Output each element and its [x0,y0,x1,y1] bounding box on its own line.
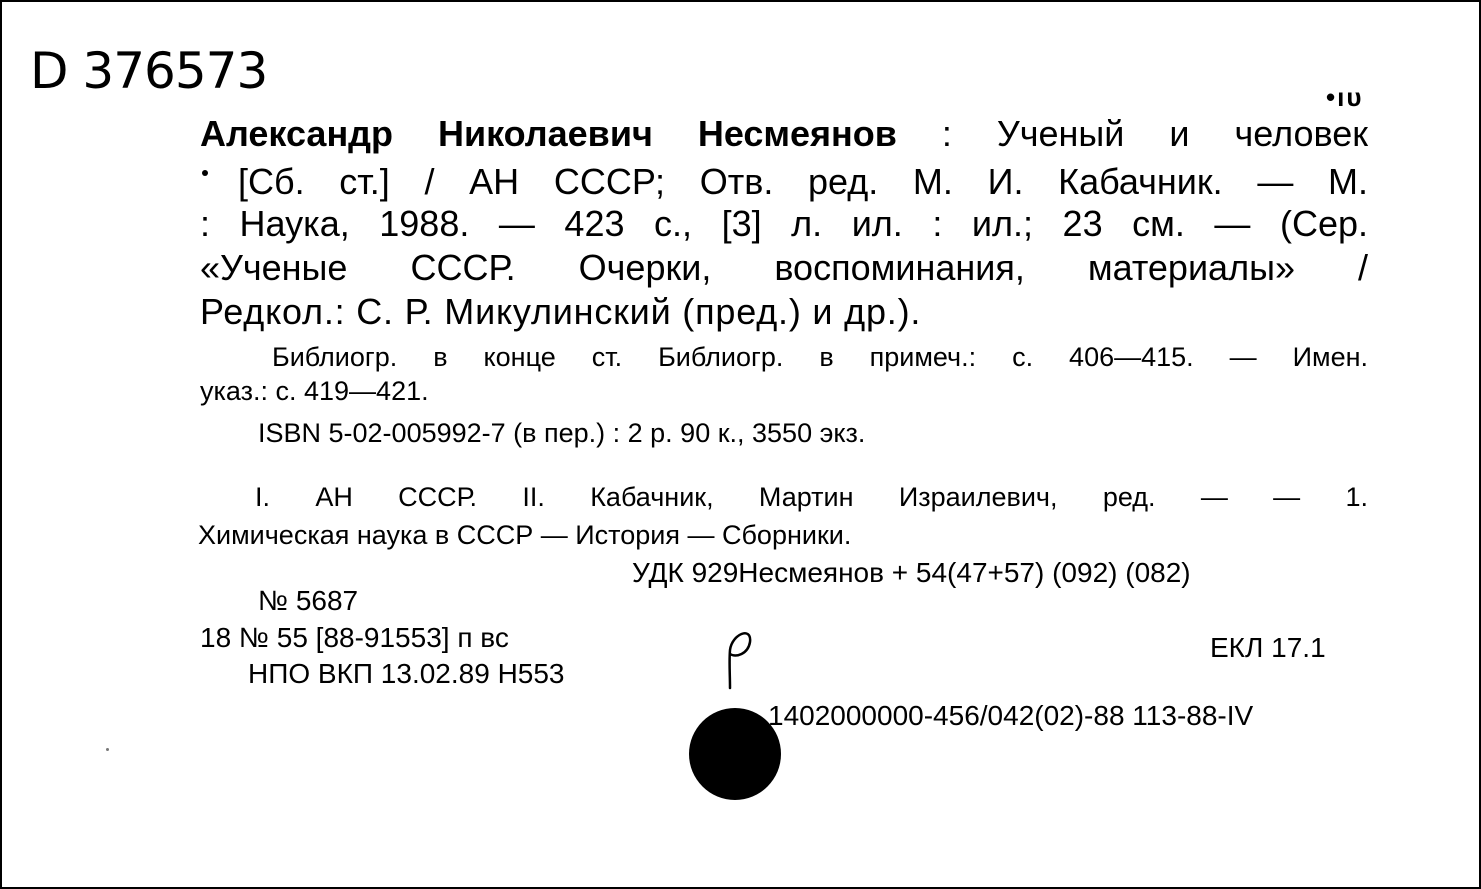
inventory-number: № 5687 [258,585,359,616]
description-line-4: «Ученые СССР. Очерки, воспоминания, материалы» / [200,247,1368,288]
author-name: Александр Николаевич Несмеянов [200,113,897,154]
udk-classification: УДК 929Несмеянов + 54(47+57) (092) (082) [632,557,1191,588]
print-info-line-2: НПО ВКП 13.02.89 Н553 [248,658,565,689]
scan-speck [106,748,109,751]
punched-hole [689,708,781,800]
handwritten-mark [716,624,766,694]
ekl-code: ЕКЛ 17.1 [1210,632,1326,663]
description-line-5: Редкол.: С. Р. Микулинский (пред.) и др.). [200,291,922,332]
bibliography-note-line-1: Библиогр. в конце ст. Библиогр. в примеч.: с. 406—415. — Имен. [272,342,1368,372]
description-line-3: : Наука, 1988. — 423 с., [3] л. ил. : ил.; 23 см. — (Сер. [200,203,1368,244]
call-number: D 376573 [30,42,268,100]
bibliography-note-line-2: указ.: с. 419—421. [200,376,429,406]
title-line [200,112,1368,156]
catalog-code: 1402000000-456/042(02)-88 113-88-IV [768,700,1254,731]
subject-headings-line-1: I. АН СССР. II. Кабачник, Мартин Израилевич, ред. — — 1. [255,482,1368,512]
title-rest: : Ученый и человек [896,113,1369,154]
isbn-line: ISBN 5-02-005992-7 (в пер.) : 2 р. 90 к., 3550 экз. [258,418,866,448]
corner-mark: •ıυ [1326,82,1364,112]
subject-headings-line-2: Химическая наука в СССР — История — Сборники. [198,520,852,550]
description-line-2: [Сб. ст.] / АН СССР; Отв. ред. М. И. Кабачник. — М. [238,161,1368,202]
print-info-line-1: 18 № 55 [88-91553] п вс [200,622,509,653]
ink-dot [202,170,208,176]
